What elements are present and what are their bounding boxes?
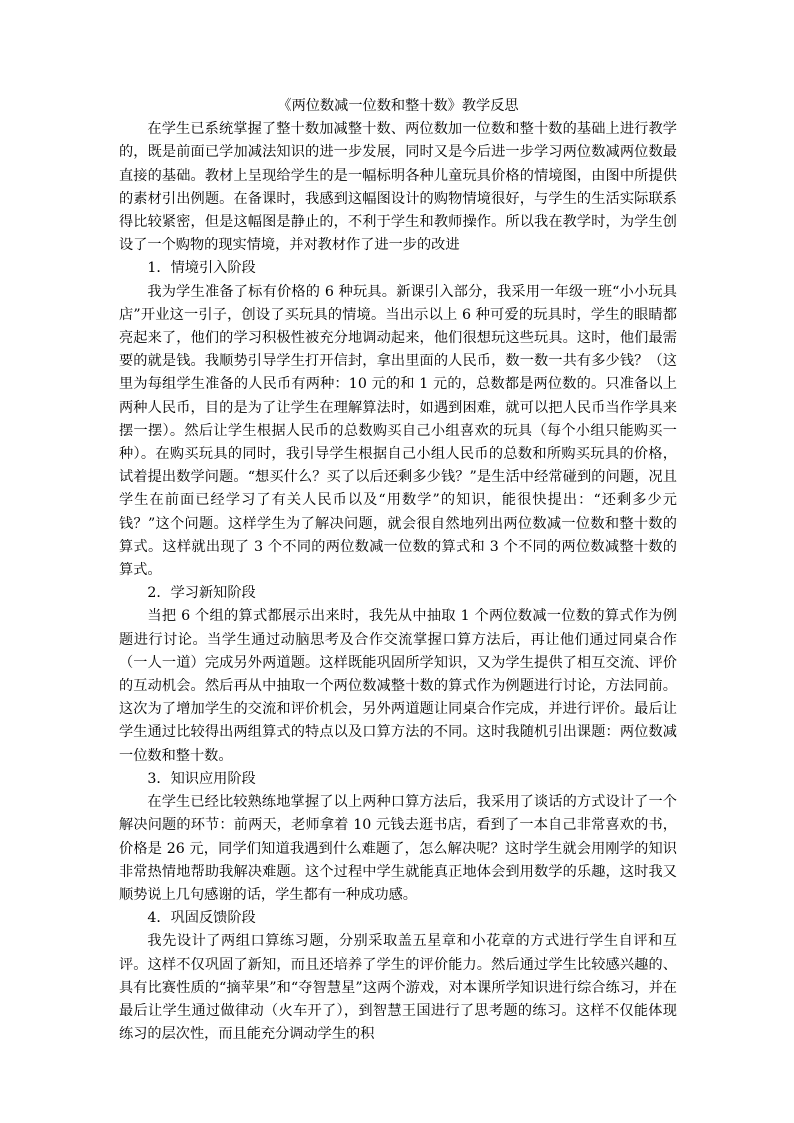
section-body-1: 我为学生准备了标有价格的 6 种玩具。新课引入部分，我采用一年级一班“小小玩具店”开业这一引子，创设了买玩具的情境。当出示以上 6 种可爱的玩具时，学生的眼睛都亮起来了，他们的学习积极性被充分地调动起来，他们很想玩这些玩具。这时，他们最需要的就是钱。我顺势引导学生打开信封，拿出里面的人民币，数一数一共有多少钱？（这里为每组学生准备的人民币有两种：10 元的和 1 元的，总数都是两位数的。只准备以上两种人民币，目的是为了让学生在理解算法时，如遇到困难，就可以把人民币当作学具来摆一摆）。然后让学生根据人民币的总数购买自己小组喜欢的玩具（每个小组只能购买一种）。在购买玩具的同时，我引导学生根据自己小组人民币的总数和所购买玩具的价格，试着提出数学问题。“想买什么？买了以后还剩多少钱？”是生活中经常碰到的问题，况且学生在前面已经学习了有关人民币以及“用数学”的知识，能很快提出：“还剩多少元钱？”这个问题。这样学生为了解决问题，就会很自然地列出两位数减一位数和整十数的算式。这样就出现了 3 个不同的两位数减一位数的算式和 3 个不同的两位数减整十数的算式。 [119, 283, 677, 579]
section-heading-1: 1．情境引入阶段 [147, 260, 256, 277]
section-body-4: 我先设计了两组口算练习题，分别采取盖五星章和小花章的方式进行学生自评和互评。这样不仅巩固了新知，而且还培养了学生的评价能力。然后通过学生比较感兴趣的、具有比赛性质的“摘苹果”和“夺智慧星”这两个游戏，对本课所学知识进行综合练习，并在最后让学生通过做律动（火车开了），到智慧王国进行了思考题的练习。这样不仅能体现练习的层次性，而且能充分调动学生的积 [119, 933, 677, 1043]
document-title: 《两位数减一位数和整十数》教学反思 [277, 98, 519, 114]
section-body-2: 当把 6 个组的算式都展示出来时，我先从中抽取 1 个两位数减一位数的算式作为例题进行讨论。当学生通过动脑思考及合作交流掌握口算方法后，再让他们通过同桌合作（一人一道）完成另外两道题。这样既能巩固所学知识，又为学生提供了相互交流、评价的互动机会。然后再从中抽取一个两位数减整十数的算式作为例题进行讨论，方法同前。这次为了增加学生的交流和评价机会，另外两道题让同桌合作完成，并进行评价。最后让学生通过比较得出两组算式的特点以及口算方法的不同。这时我随机引出课题：两位数减一位数和整十数。 [119, 608, 677, 764]
document-body [119, 95, 677, 1046]
section-heading-3: 3．知识应用阶段 [147, 770, 256, 787]
section-heading-4: 4．巩固反馈阶段 [147, 910, 256, 927]
intro-paragraph: 在学生已系统掌握了整十数加减整十数、两位数加一位数和整十数的基础上进行教学的，既是前面已学加减法知识的进一步发展，同时又是今后进一步学习两位数减两位数最直接的基础。教材上呈现给学生的是一幅标明各种儿童玩具价格的情境图，由图中所提供的素材引出例题。在备课时，我感到这幅图设计的购物情境很好，与学生的生活实际联系得比较紧密，但是这幅图是静止的，不利于学生和教师操作。所以我在教学时，为学生创设了一个购物的现实情境，并对教材作了进一步的改进 [119, 121, 677, 254]
section-heading-2: 2．学习新知阶段 [147, 585, 256, 602]
section-body-3: 在学生已经比较熟练地掌握了以上两种口算方法后，我采用了谈话的方式设计了一个解决问题的环节：前两天，老师拿着 10 元钱去逛书店，看到了一本自己非常喜欢的书，价格是 26 元，同学们知道我遇到什么难题了，怎么解决呢？这时学生就会用刚学的知识非常热情地帮助我解决难题。这个过程中学生就能真正地体会到用数学的乐趣，这时我又顺势说上几句感谢的话，学生都有一种成功感。 [119, 794, 677, 903]
